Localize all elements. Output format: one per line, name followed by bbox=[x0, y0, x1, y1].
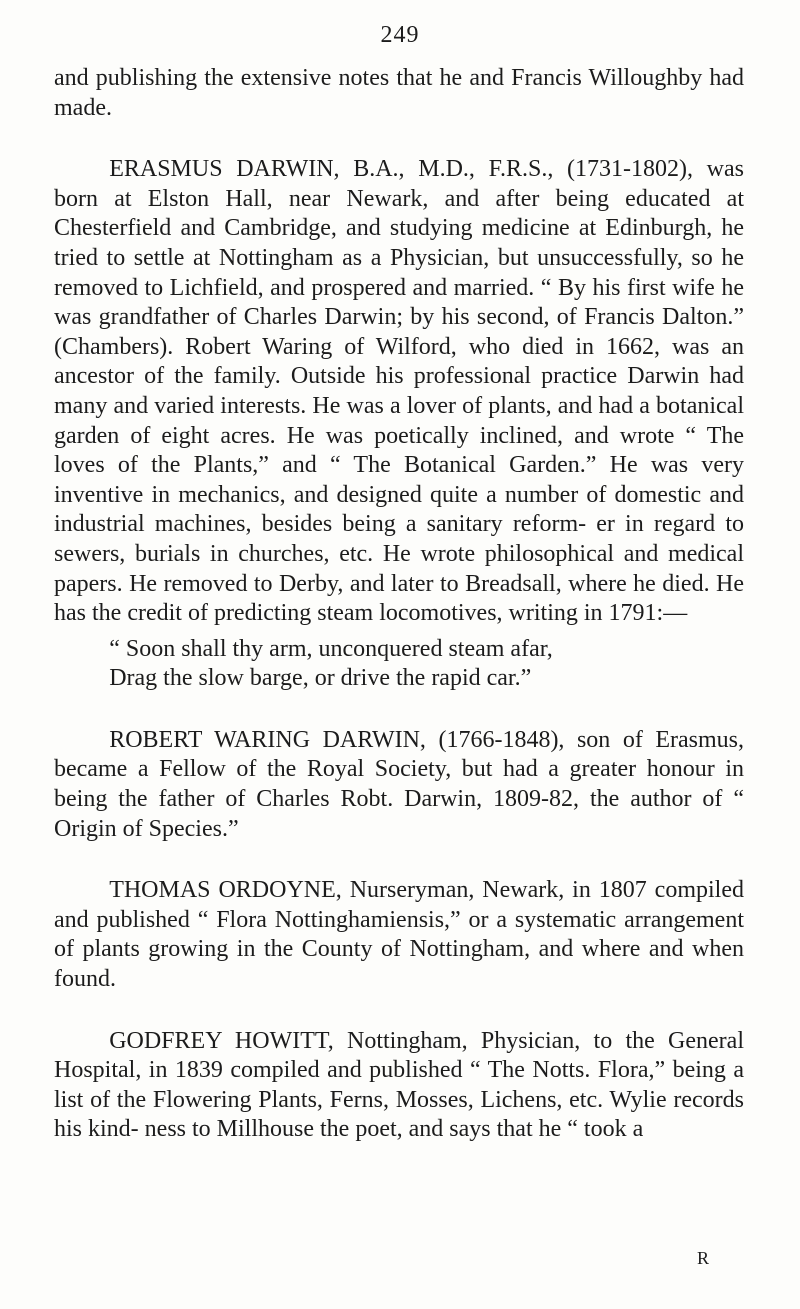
poem-line-2: Drag the slow barge, or drive the rapid car.” bbox=[109, 665, 532, 692]
poem-quote bbox=[54, 635, 744, 694]
paragraph-godfrey-howitt: GODFREY HOWITT, Nottingham, Physician, to the General Hospital, in 1839 compiled and published “ The Notts. Flora,” being a list of the Flowering Plants, Ferns, Mosses, Lichens, etc. Wylie records his kind- ness to Millhouse the poet, and says that he “ took a bbox=[54, 1027, 744, 1143]
paragraph-robert-waring-darwin: ROBERT WARING DARWIN, (1766-1848), son of Erasmus, became a Fellow of the Royal Society, but had a greater honour in being the father of Charles Robt. Darwin, 1809-82, the author of “ Origin of Species.” bbox=[54, 726, 744, 842]
paragraph-thomas-ordoyne: THOMAS ORDOYNE, Nurseryman, Newark, in 1807 compiled and published “ Flora Nottinghamiensis,” or a systematic arrangement of plants growing in the County of Nottingham, and where and when found. bbox=[54, 877, 744, 993]
paragraph-continuation: and publishing the extensive notes that he and Francis Willoughby had made. bbox=[54, 65, 744, 121]
page-body bbox=[54, 64, 744, 1145]
signature-mark: R bbox=[697, 1248, 710, 1268]
poem-line-1: “ Soon shall thy arm, unconquered steam afar, bbox=[109, 635, 553, 662]
page-number: 249 bbox=[380, 22, 420, 48]
paragraph-erasmus-darwin: ERASMUS DARWIN, B.A., M.D., F.R.S., (1731-1802), was born at Elston Hall, near Newark, and after being educated at Chesterfield and Cambridge, and studying medicine at Edinburgh, he tried to settle at Nottingham as a Physician, but unsuccessfully, so he removed to Lichfield, and prospered and married. “ By his first wife he was grandfather of Charles Darwin; by his second, of Francis Dalton.” (Chambers). Robert Waring of Wilford, who died in 1662, was an ancestor of the family. Outside his professional practice Darwin had many and varied interests. He was a lover of plants, and had a botanical garden of eight acres. He was poetically inclined, and wrote “ The loves of the Plants,” and “ The Botanical Garden.” He was very inventive in mechanics, and designed quite a number of domestic and industrial machines, besides being a sanitary reform- er in regard to sewers, burials in churches, etc. He wrote philosophical and medical papers. He removed to Derby, and later to Breadsall, where he died. He has the credit of predicting steam locomotives, writing in 1791:— bbox=[54, 156, 744, 627]
